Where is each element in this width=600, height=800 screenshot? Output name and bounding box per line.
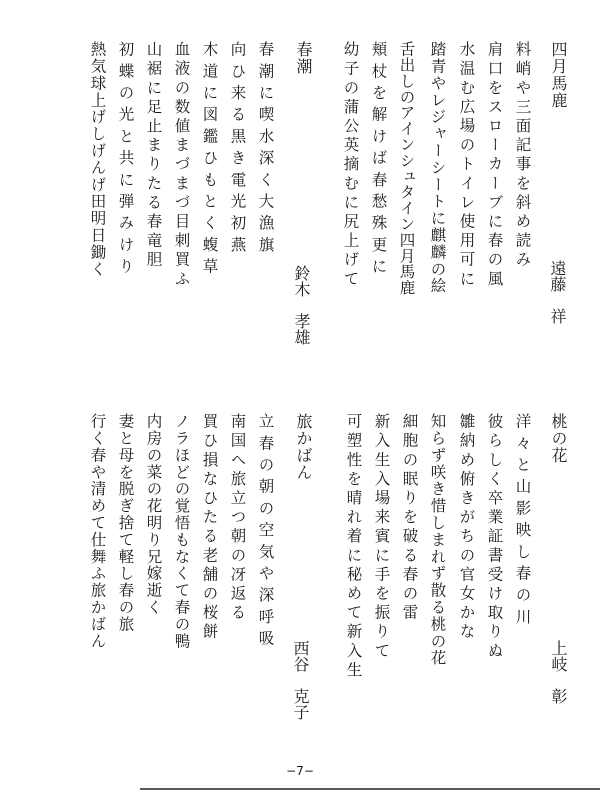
- haiku-line: 彼らしく卒業証書受け取りぬ: [485, 413, 504, 662]
- poem-title: 旅かばん: [294, 413, 313, 481]
- haiku-line: 洋々と山影映し春の川: [513, 413, 532, 630]
- poem-author: 上岐 彰: [549, 640, 568, 704]
- haiku-line: 料峭や三面記事を斜め読み: [513, 41, 532, 271]
- haiku-line: 肩口をスローカーブに春の風: [485, 41, 504, 290]
- poem-title: 桃の花: [549, 413, 568, 464]
- haiku-line: 妻と母を脱ぎ捨て軽し春の旅: [116, 413, 135, 633]
- haiku-line: 春潮に喫水深く大漁旗: [256, 41, 275, 258]
- haiku-line: 舌出しのアインシュタイン四月馬鹿: [397, 41, 416, 296]
- haiku-line: 血液の数値まづまづ目刺買ふ: [172, 41, 191, 290]
- poem-title: 四月馬鹿: [549, 41, 568, 109]
- haiku-line: 細胞の眠りを破る春の雷: [400, 413, 419, 624]
- haiku-line: 知らず咲き惜しまれず散る桃の花: [428, 413, 447, 667]
- haiku-line: 向ひ来る黒き電光初燕: [228, 41, 247, 258]
- poem-title: 春潮: [294, 41, 313, 75]
- poem-author: 西谷 克子: [291, 640, 310, 720]
- haiku-line: 雛納め俯きがちの官女かな: [457, 413, 476, 643]
- haiku-line: 立春の朝の空気や深呼吸: [256, 413, 275, 652]
- haiku-line: 熱気球上げしげんげ田明日鋤く: [88, 41, 107, 278]
- poem-author: 鈴木 孝雄: [292, 265, 311, 345]
- poem-author: 遠藤 祥: [548, 260, 567, 324]
- haiku-line: 買ひ損なひたる老舗の桜餅: [200, 413, 219, 643]
- haiku-line: 新入生入場来賓に手を振りて: [372, 413, 391, 662]
- haiku-line: 踏青やレジャーシートに麒麟の絵: [428, 41, 447, 295]
- haiku-line: 幼子の蒲公英摘むに尻上げて: [341, 41, 360, 290]
- haiku-line: 木道に図鑑ひもとく蝮草: [200, 41, 219, 280]
- bottom-rule: [140, 788, 600, 790]
- haiku-line: ノラほどの覚悟もなくて春の鴨: [172, 413, 191, 650]
- haiku-line: 水温む広場のトイレ使用可に: [457, 41, 476, 290]
- haiku-line: 頬杖を解けば春愁殊更に: [369, 41, 388, 280]
- page-number: −7−: [286, 764, 314, 778]
- haiku-line: 可塑性を晴れ着に秘めて新入生: [344, 413, 363, 681]
- haiku-line: 初蝶の光と共に弾みけり: [116, 41, 135, 280]
- haiku-line: 内房の菜の花明り兄嫁逝く: [144, 413, 163, 616]
- haiku-line: 行く春や清めて仕舞ふ旅かばん: [88, 413, 107, 650]
- haiku-line: 山裾に足止まりたる春竜胆: [144, 41, 163, 271]
- haiku-line: 南国へ旅立つ朝の冴返る: [228, 413, 247, 624]
